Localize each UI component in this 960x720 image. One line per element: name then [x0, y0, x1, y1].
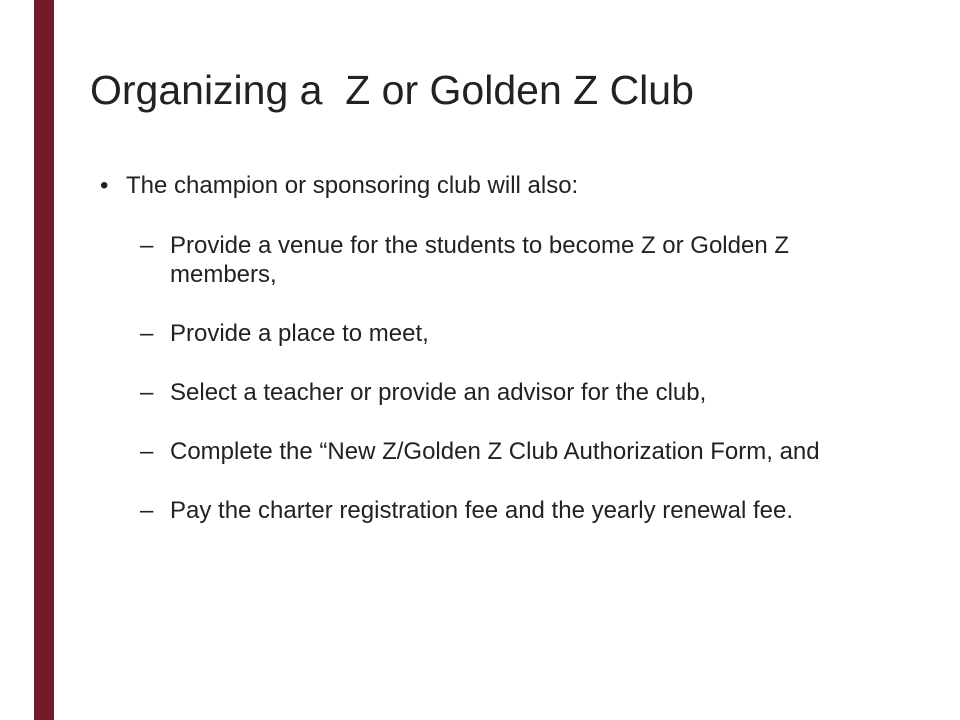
main-bullet-text: The champion or sponsoring club will also:	[126, 172, 579, 199]
sub-bullet-meeting-place	[100, 319, 890, 348]
dash-marker: –	[140, 320, 154, 348]
sub-bullet-text: Complete the “New Z/Golden Z Club Authorization Form, and	[170, 437, 820, 465]
sub-bullet-venue	[100, 231, 890, 290]
slide-content	[100, 172, 920, 525]
sub-bullet-list	[100, 231, 920, 526]
accent-bar	[34, 0, 54, 720]
sub-bullet-authorization-form	[100, 437, 890, 466]
sub-bullet-text: Select a teacher or provide an advisor for the club,	[170, 378, 707, 406]
dash-marker: –	[140, 231, 154, 259]
sub-bullet-text: Provide a place to meet,	[170, 320, 429, 348]
sub-bullet-text: Pay the charter registration fee and the yearly renewal fee.	[170, 497, 794, 525]
slide-title: Organizing a Z or Golden Z Club	[90, 67, 694, 113]
dash-marker: –	[140, 497, 154, 525]
dash-marker: –	[140, 378, 154, 406]
sub-bullet-text: Provide a venue for the students to become Z or Golden Z members,	[170, 231, 790, 289]
sub-bullet-advisor	[100, 378, 890, 407]
dash-marker: –	[140, 437, 154, 465]
main-bullet	[100, 172, 920, 201]
bullet-marker: •	[100, 172, 109, 199]
sub-bullet-fees	[100, 496, 890, 525]
